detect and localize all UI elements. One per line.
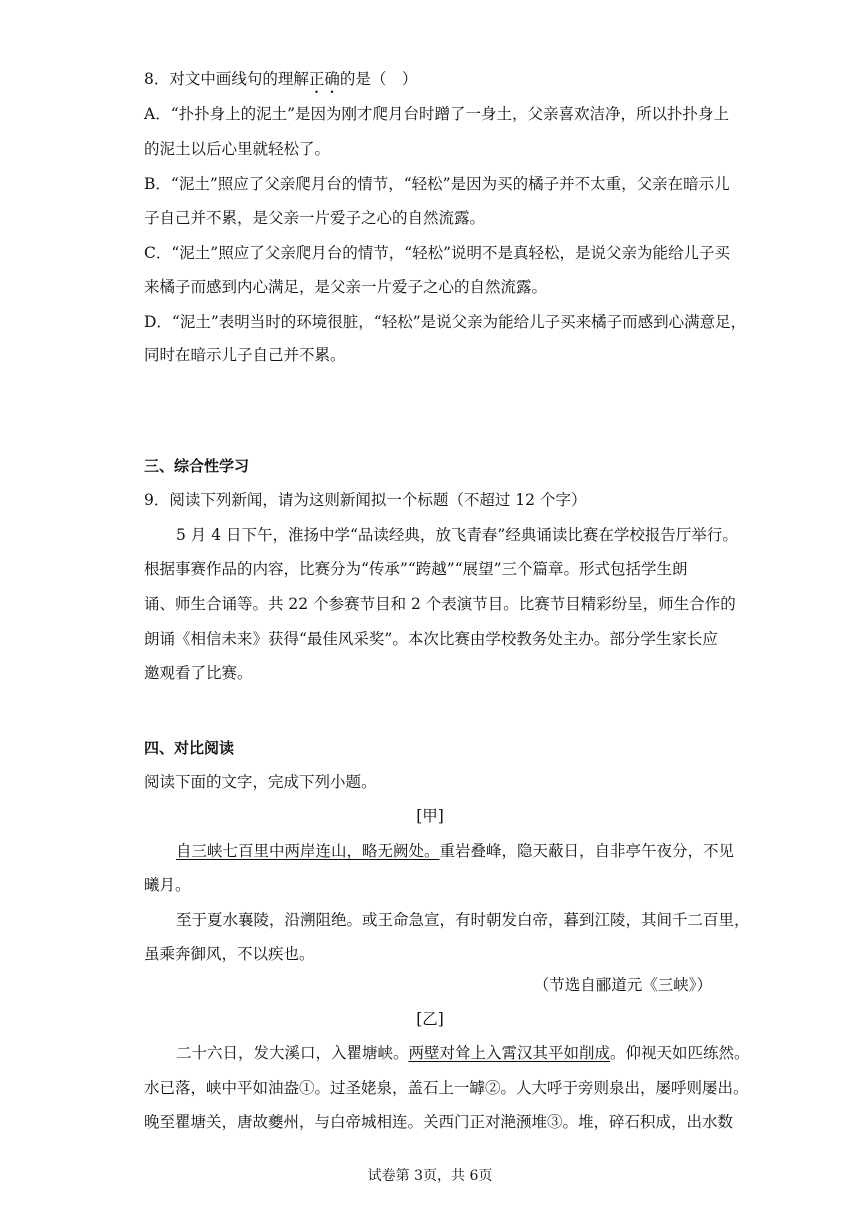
passage-jia-line-2: 曦月。 <box>144 876 191 894</box>
option-b-line-2: 子自己并不累，是父亲一片爱子之心的自然流露。 <box>144 209 486 227</box>
reading-instruction: 阅读下面的文字，完成下列小题。 <box>144 773 377 791</box>
option-d-line-1: D．“泥土”表明当时的环境很脏，“轻松”是说父亲为能给儿子买来橘子而感到心满意足， <box>144 313 747 331</box>
section-4-title: 四、对比阅读 <box>144 739 235 757</box>
news-paragraph-line-2: 根据事赛作品的内容，比赛分为“传承”“跨越”“展望”三个篇章。形式包括学生朗 <box>144 560 688 578</box>
option-c-line-1: C．“泥土”照应了父亲爬月台的情节，“轻松”说明不是真轻松，是说父亲为能给儿子买 <box>144 244 731 262</box>
passage-jia-label: [甲] <box>416 807 444 825</box>
news-paragraph-line-4: 朗诵《相信未来》获得“最佳风采奖”。本次比赛由学校教务处主办。部分学生家长应 <box>144 630 718 648</box>
option-a-line-1: A．“扑扑身上的泥土”是因为刚才爬月台时蹭了一身土，父亲喜欢洁净，所以扑扑身上 <box>144 105 730 123</box>
news-paragraph-line-5: 邀观看了比赛。 <box>144 664 253 682</box>
question-8-stem: 8．对文中画线句的理解正确的是（ ） <box>144 70 418 88</box>
passage-jia-line-4: 虽乘奔御风，不以疾也。 <box>144 945 315 963</box>
passage-yi-label: [乙] <box>416 1010 444 1028</box>
passage-jia-line-3: 至于夏水襄陵，沿溯阻绝。或王命急宣，有时朝发白帝，暮到江陵，其间千二百里， <box>176 911 750 929</box>
news-paragraph-line-3: 诵、师生合诵等。共 22 个参赛节目和 2 个表演节目。比赛节目精彩纷呈，师生合作的 <box>144 595 736 613</box>
option-d-line-2: 同时在暗示儿子自己并不累。 <box>144 346 346 364</box>
section-3-title: 三、综合性学习 <box>144 457 250 475</box>
question-9-stem: 9．阅读下列新闻，请为这则新闻拟一个标题（不超过 12 个字） <box>144 491 587 509</box>
news-paragraph-line-1: 5 月 4 日下午，淮扬中学“品读经典，放飞青春”经典诵读比赛在学校报告厅举行。 <box>176 526 738 544</box>
passage-jia-source: （节选自郦道元《三峡》） <box>533 976 712 994</box>
option-b-line-1: B．“泥土”照应了父亲爬月台的情节，“轻松”是因为买的橘子并不太重，父亲在暗示儿 <box>144 175 730 193</box>
passage-jia-line-1: 自三峡七百里中两岸连山，略无阙处。重岩叠峰，隐天蔽日，自非亭午夜分，不见 <box>176 842 735 860</box>
passage-yi-line-2: 水已落，峡中平如油盎①。过圣姥泉，盖石上一罅②。人大呼于旁则泉出，屡呼则屡出。 <box>144 1079 749 1097</box>
underlined-sentence: 自三峡七百里中两岸连山，略无阙处。 <box>176 842 440 860</box>
page-footer: 试卷第 3页，共 6页 <box>367 1168 493 1184</box>
option-c-line-2: 来橘子而感到内心满足，是父亲一片爱子之心的自然流露。 <box>144 278 548 296</box>
underlined-sentence: 两壁对耸上入霄汉其平如削成 <box>408 1044 611 1062</box>
option-a-line-2: 的泥土以后心里就轻松了。 <box>144 140 331 158</box>
passage-yi-line-1: 二十六日，发大溪口，入瞿塘峡。两壁对耸上入霄汉其平如削成。仰视天如匹练然。 <box>176 1044 750 1062</box>
passage-yi-line-3: 晚至瞿塘关，唐故夔州，与白帝城相连。关西门正对滟滪堆③。堆，碎石积成，出水数 <box>144 1113 734 1131</box>
emphasis-dotted-text: 正确 <box>308 70 340 88</box>
